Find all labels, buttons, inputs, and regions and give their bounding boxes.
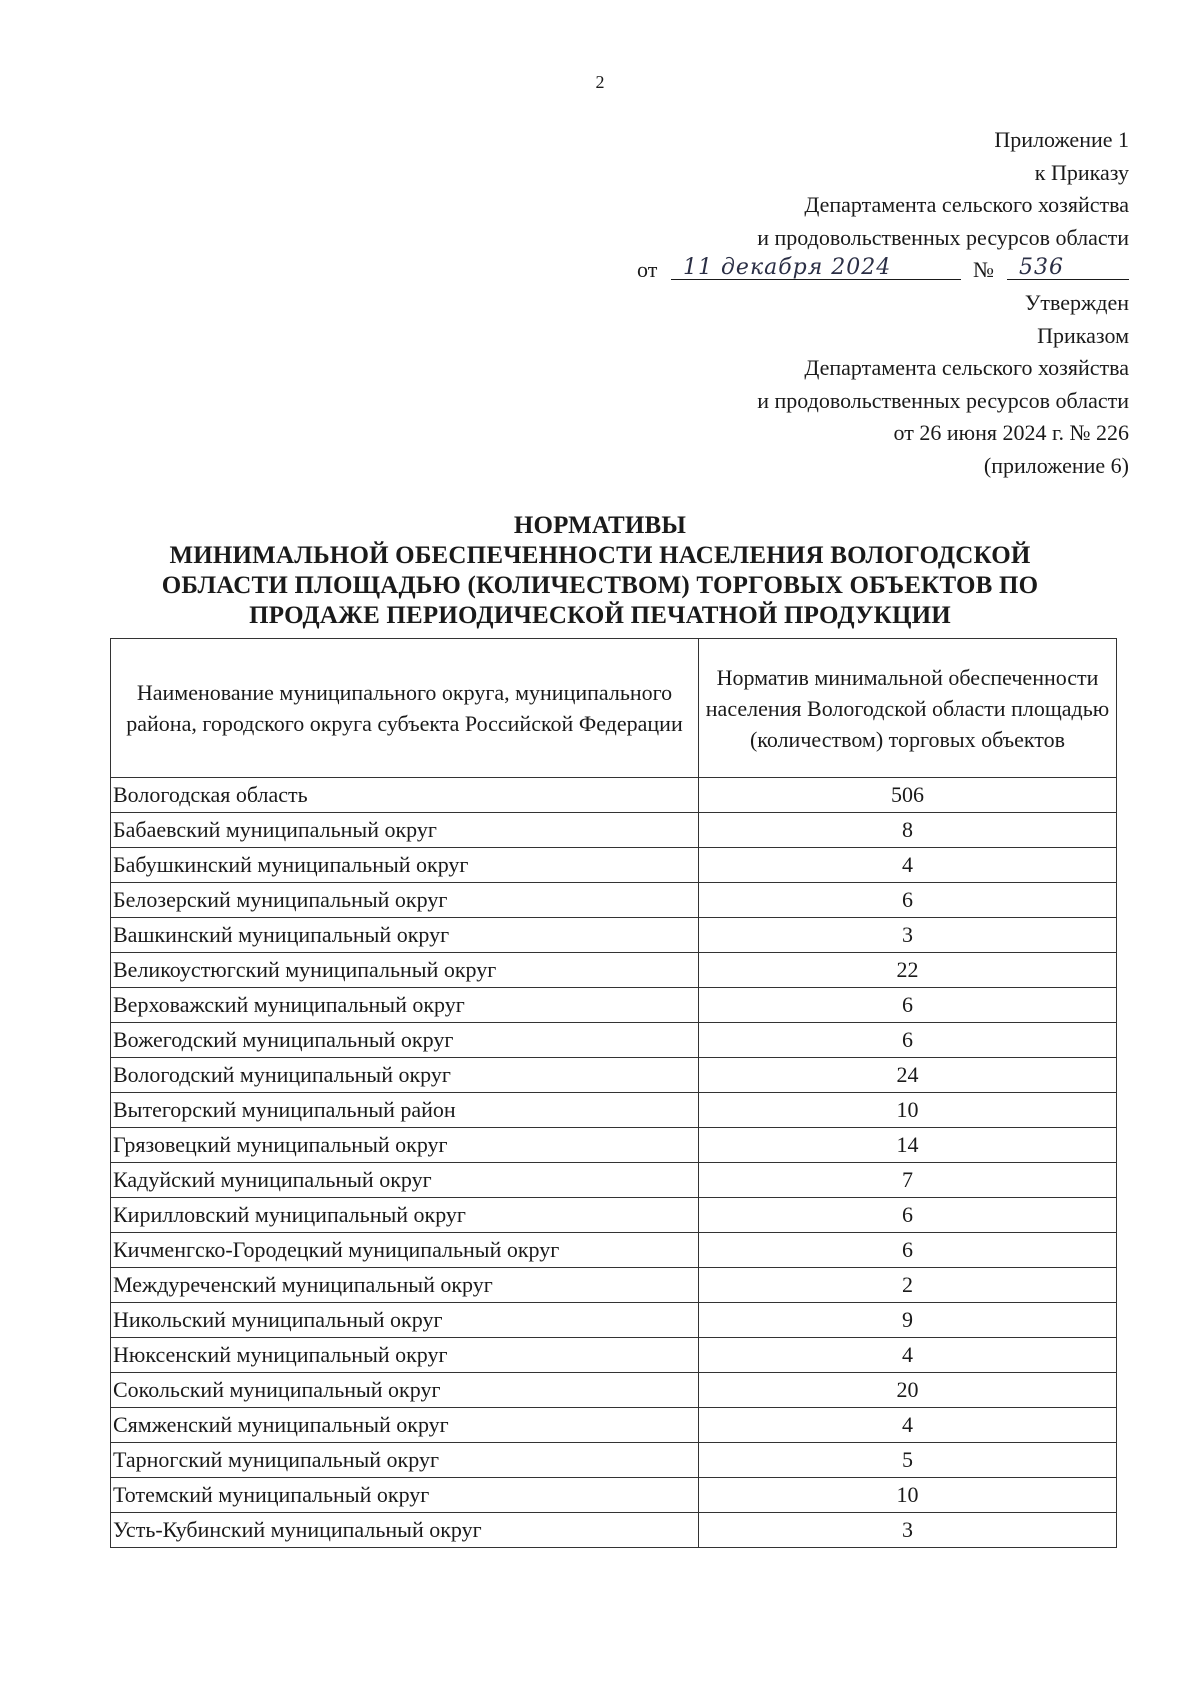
norm-value-cell: 4 [699, 848, 1117, 883]
page-number: 2 [595, 72, 605, 92]
header-district-name: Наименование муниципального округа, муниципального района, городского округа субъекта Российской Федерации [111, 639, 699, 778]
district-name-cell: Никольский муниципальный округ [111, 1303, 699, 1338]
norm-value-cell: 2 [699, 1268, 1117, 1303]
norm-value-cell: 14 [699, 1128, 1117, 1163]
from-prefix: от [637, 257, 658, 283]
district-name-cell: Сямженский муниципальный округ [111, 1408, 699, 1443]
district-name-cell: Вожегодский муниципальный округ [111, 1023, 699, 1058]
number-prefix: № [973, 257, 994, 283]
norm-value-cell: 3 [699, 1513, 1117, 1548]
table-row [111, 1093, 1117, 1128]
appendix-line: Департамента сельского хозяйства [804, 192, 1129, 218]
table-row [111, 813, 1117, 848]
district-name-cell: Кадуйский муниципальный округ [111, 1163, 699, 1198]
table-row [111, 1163, 1117, 1198]
appendix-line: Приложение 1 [994, 127, 1129, 152]
district-name-cell: Белозерский муниципальный округ [111, 883, 699, 918]
district-name-cell: Вологодская область [111, 778, 699, 813]
district-name-cell: Междуреченский муниципальный округ [111, 1268, 699, 1303]
norm-value-cell: 22 [699, 953, 1117, 988]
table-row [111, 848, 1117, 883]
appendix-line: к Приказу [1034, 159, 1129, 185]
table-row [111, 883, 1117, 918]
norm-value-cell: 20 [699, 1373, 1117, 1408]
table-row [111, 1198, 1117, 1233]
norms-table [110, 638, 1117, 1548]
handwritten-date: 11 декабря 2024 [683, 255, 892, 281]
table-row [111, 1373, 1117, 1408]
norm-value-cell: 506 [699, 778, 1117, 813]
norm-value-cell: 6 [699, 883, 1117, 918]
district-name-cell: Усть-Кубинский муниципальный округ [111, 1513, 699, 1548]
norm-value-cell: 8 [699, 813, 1117, 848]
handwritten-number: 536 [1019, 255, 1064, 281]
district-name-cell: Вологодский муниципальный округ [111, 1058, 699, 1093]
district-name-cell: Бабушкинский муниципальный округ [111, 848, 699, 883]
appendix-block [569, 124, 1129, 483]
district-name-cell: Верховажский муниципальный округ [111, 988, 699, 1023]
approved-line: Департамента сельского хозяйства [804, 355, 1129, 381]
norm-value-cell: 6 [699, 988, 1117, 1023]
approved-line: и продовольственных ресурсов области [757, 387, 1129, 413]
norm-value-cell: 4 [699, 1408, 1117, 1443]
norm-value-cell: 7 [699, 1163, 1117, 1198]
norm-value-cell: 24 [699, 1058, 1117, 1093]
table-row [111, 953, 1117, 988]
document-title [0, 511, 1200, 631]
table-row [111, 1478, 1117, 1513]
district-name-cell: Нюксенский муниципальный округ [111, 1338, 699, 1373]
norm-value-cell: 10 [699, 1093, 1117, 1128]
title-line: МИНИМАЛЬНОЙ ОБЕСПЕЧЕННОСТИ НАСЕЛЕНИЯ ВОЛОГОДСКОЙ [169, 542, 1031, 569]
order-date-line [569, 254, 1129, 287]
norm-value-cell: 6 [699, 1198, 1117, 1233]
table-row [111, 1128, 1117, 1163]
norm-value-cell: 10 [699, 1478, 1117, 1513]
norm-value-cell: 3 [699, 918, 1117, 953]
district-name-cell: Тотемский муниципальный округ [111, 1478, 699, 1513]
approved-line: Утвержден [1024, 289, 1129, 315]
approved-line: (приложение 6) [983, 452, 1129, 478]
table-row [111, 988, 1117, 1023]
table-row [111, 1023, 1117, 1058]
table-row [111, 1058, 1117, 1093]
table-row [111, 778, 1117, 813]
district-name-cell: Великоустюгский муниципальный округ [111, 953, 699, 988]
table-row [111, 1513, 1117, 1548]
table-row [111, 1443, 1117, 1478]
district-name-cell: Сокольский муниципальный округ [111, 1373, 699, 1408]
title-line: НОРМАТИВЫ [513, 512, 687, 539]
district-name-cell: Вашкинский муниципальный округ [111, 918, 699, 953]
district-name-cell: Бабаевский муниципальный округ [111, 813, 699, 848]
table-row [111, 1233, 1117, 1268]
table-row [111, 1408, 1117, 1443]
table-header-row [111, 639, 1117, 778]
appendix-line: и продовольственных ресурсов области [757, 224, 1129, 250]
norm-value-cell: 4 [699, 1338, 1117, 1373]
norm-value-cell: 6 [699, 1023, 1117, 1058]
norm-value-cell: 9 [699, 1303, 1117, 1338]
district-name-cell: Кирилловский муниципальный округ [111, 1198, 699, 1233]
district-name-cell: Кичменгско-Городецкий муниципальный округ [111, 1233, 699, 1268]
title-line: ПРОДАЖЕ ПЕРИОДИЧЕСКОЙ ПЕЧАТНОЙ ПРОДУКЦИИ [249, 602, 951, 629]
approved-line: Приказом [1037, 322, 1129, 348]
table-row [111, 1268, 1117, 1303]
norm-value-cell: 5 [699, 1443, 1117, 1478]
title-line: ОБЛАСТИ ПЛОЩАДЬЮ (КОЛИЧЕСТВОМ) ТОРГОВЫХ ОБЪЕКТОВ ПО [161, 572, 1039, 599]
approved-line: от 26 июня 2024 г. № 226 [893, 420, 1129, 446]
norm-value-cell: 6 [699, 1233, 1117, 1268]
district-name-cell: Тарногский муниципальный округ [111, 1443, 699, 1478]
table-row [111, 1303, 1117, 1338]
table-row [111, 918, 1117, 953]
district-name-cell: Грязовецкий муниципальный округ [111, 1128, 699, 1163]
header-norm-value: Норматив минимальной обеспеченности населения Вологодской области площадью (количеством) торговых объектов [699, 639, 1117, 778]
table-row [111, 1338, 1117, 1373]
district-name-cell: Вытегорский муниципальный район [111, 1093, 699, 1128]
